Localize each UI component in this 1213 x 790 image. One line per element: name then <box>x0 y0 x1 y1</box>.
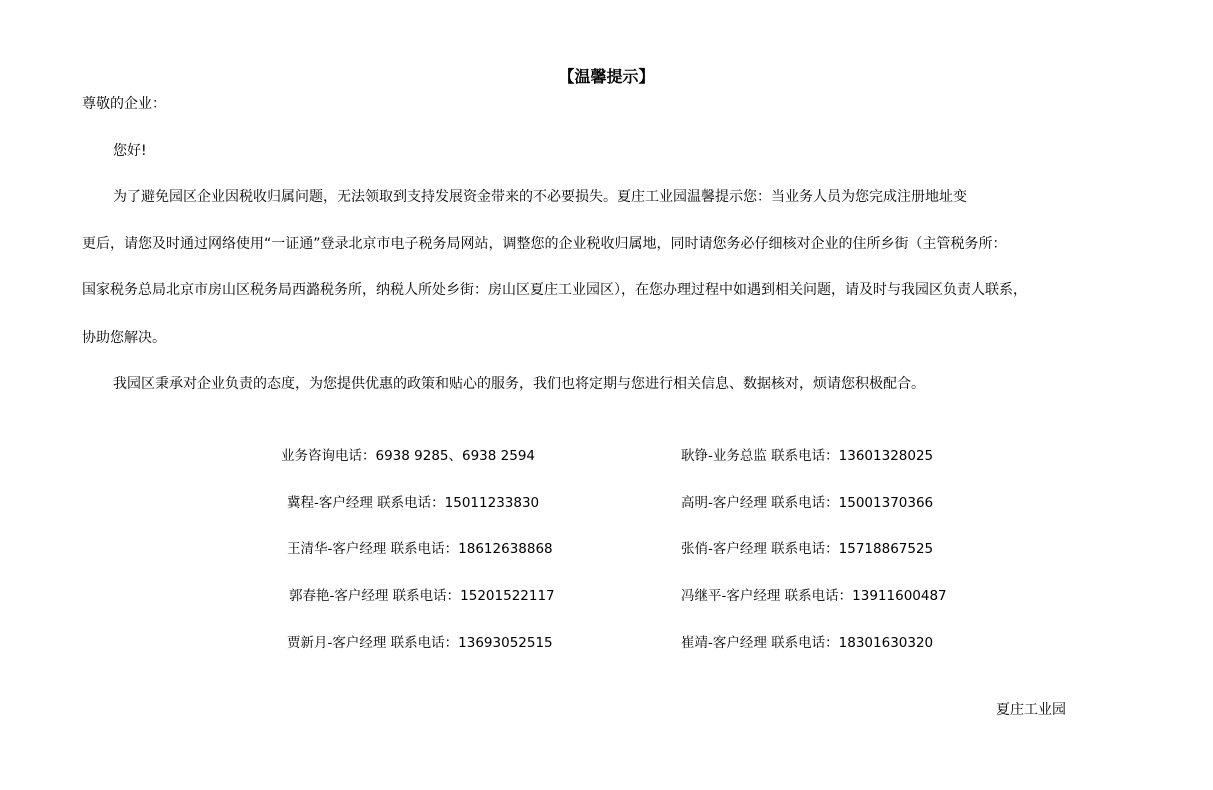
contact-left-5: 贾新月-客户经理 联系电话：13693052515 <box>287 635 553 651</box>
paragraph-1-line-1: 为了避免园区企业因税收归属问题，无法领取到支持发展资金带来的不必要损失。夏庄工业园温馨提示您：当业务人员为您完成注册地址变 <box>113 189 967 205</box>
contact-right-4: 冯继平-客户经理 联系电话：13911600487 <box>681 588 947 604</box>
contact-left-3: 王清华-客户经理 联系电话：18612638868 <box>287 541 553 557</box>
contact-right-3: 张俏-客户经理 联系电话：15718867525 <box>681 541 934 557</box>
contact-left-2: 冀程-客户经理 联系电话：15011233830 <box>287 495 540 511</box>
contact-right-2: 高明-客户经理 联系电话：15001370366 <box>681 495 934 511</box>
contact-right-1: 耿铮-业务总监 联系电话：13601328025 <box>681 448 934 464</box>
paragraph-2: 我园区秉承对企业负责的态度，为您提供优惠的政策和贴心的服务，我们也将定期与您进行相关信息、数据核对，烦请您积极配合。 <box>113 376 925 392</box>
contact-right-5: 崔靖-客户经理 联系电话：18301630320 <box>681 635 934 651</box>
paragraph-1-line-2: 更后，请您及时通过网络使用“一证通”登录北京市电子税务局网站，调整您的企业税收归属地，同时请您务必仔细核对企业的住所乡街（主管税务所： <box>82 236 1007 252</box>
contact-left-4: 郭春艳-客户经理 联系电话：15201522117 <box>289 588 555 604</box>
salutation: 尊敬的企业： <box>82 96 166 112</box>
paragraph-1-line-4: 协助您解决。 <box>82 330 166 346</box>
signature: 夏庄工业园 <box>996 702 1066 718</box>
notice-title: 【温馨提示】 <box>558 67 655 86</box>
paragraph-1-line-3: 国家税务总局北京市房山区税务局西潞税务所，纳税人所处乡街：房山区夏庄工业园区），在您办理过程中如遇到相关问题，请及时与我园区负责人联系， <box>82 282 1027 298</box>
contact-left-1: 业务咨询电话：6938 9285、6938 2594 <box>281 448 536 464</box>
greeting: 您好! <box>113 143 147 159</box>
